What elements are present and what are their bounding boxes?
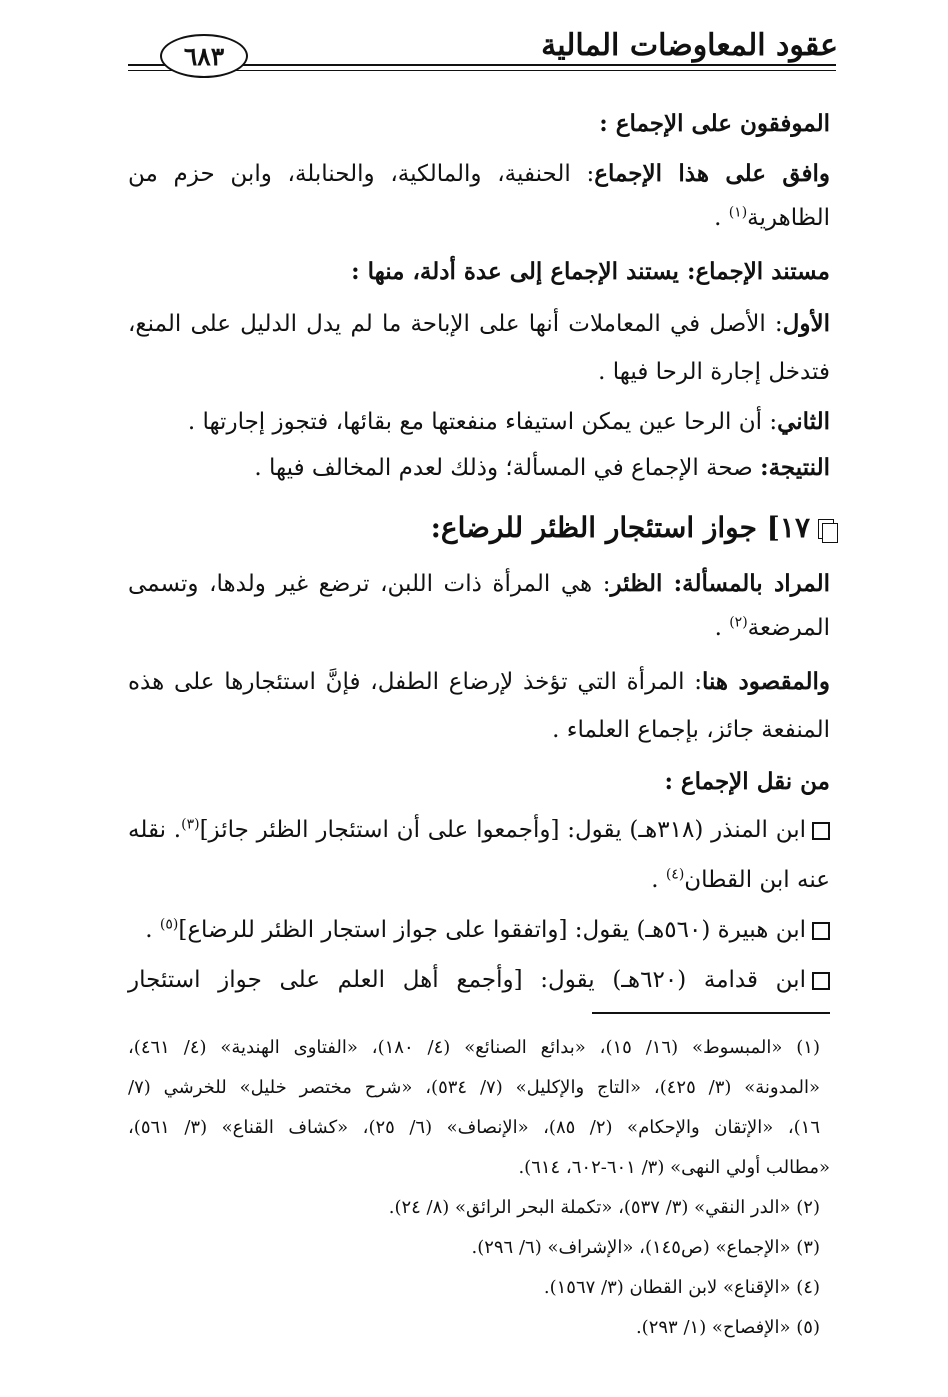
text-line — [254, 452, 830, 484]
line-text: عنه ابن القطان — [684, 867, 830, 893]
footnote-ref[interactable]: (٤) — [665, 866, 685, 883]
line-text: ابن قدامة (٦٢٠هـ) يقول: [وأجمع أهل العلم على جواز استئجار — [128, 967, 806, 993]
line-text: : المرأة التي تؤخذ لإرضاع الطفل، فإنَّ استئجارها على هذه — [128, 669, 702, 695]
text-line — [552, 714, 830, 746]
document-icon — [818, 519, 836, 541]
footnote-line: (٢) «الدر النقي» (٣/ ٥٣٧)، «تكملة البحر الرائق» (٨/ ٢٤). — [388, 1197, 820, 1218]
line-tail: . — [714, 205, 729, 231]
line-text: : الحنفية، والمالكية، والحنابلة، وابن حزم من — [128, 161, 595, 187]
page-number: ٦٨٣ — [183, 41, 225, 71]
line-text: : هي المرأة ذات اللبن، ترضع غير ولدها، وتسمى — [128, 571, 611, 597]
text-line — [714, 202, 830, 234]
text-line — [715, 612, 830, 644]
footnote-ref[interactable]: (٢) — [729, 614, 748, 631]
quote-line — [128, 964, 830, 996]
line-text: فتدخل إجارة الرحا فيها . — [598, 359, 830, 385]
text-line — [188, 406, 830, 438]
text-line — [651, 864, 830, 896]
text-line — [128, 568, 830, 600]
footnote-line: ١٦)، «الإتقان والإحكام» (٢/ ٨٥)، «الإنصاف» (٦/ ٢٥)، «كشاف القناع» (٣/ ٥٦١)، — [128, 1117, 820, 1138]
line-tail: . نقله — [128, 817, 182, 843]
running-header-title: عقود المعاوضات المالية — [541, 28, 838, 63]
bold-lead: الموفقون على الإجماع : — [599, 110, 830, 137]
bold-lead: وافق على هذا الإجماع — [594, 160, 830, 187]
page-number-badge — [160, 34, 248, 78]
line-text: : أن الرحا عين يمكن استيفاء منفعتها مع بقائها، فتجوز إجارتها . — [187, 409, 778, 435]
footnote-line: (٥) «الإفصاح» (١/ ٢٩٣). — [635, 1317, 820, 1338]
checkbox-bullet-icon — [812, 822, 830, 840]
line-text: ابن المنذر (٣١٨هـ) يقول: [وأجمعوا على أن استئجار الظئر جائز] — [199, 817, 807, 843]
text-line — [128, 158, 830, 190]
footnote-ref[interactable]: (١) — [728, 204, 748, 221]
paragraph-heading-transmitters — [664, 766, 830, 798]
section-number: ١٧] — [766, 511, 810, 544]
text-line — [128, 308, 830, 340]
footnote-line: «مطالب أولي النهى» (٣/ ٦٠١-٦٠٢، ٦١٤). — [518, 1157, 830, 1178]
footnote-ref[interactable]: (٥) — [159, 916, 179, 933]
footnote-ref[interactable]: (٣) — [181, 816, 200, 833]
footnote-line: (٣) «الإجماع» (ص١٤٥)، «الإشراف» (٦/ ٢٩٦). — [471, 1237, 820, 1258]
footnote-line: (١) «المبسوط» (١٦/ ١٥)، «بدائع الصنائع» (٤/ ١٨٠)، «الفتاوى الهندية» (٤/ ٤٦١)، — [128, 1037, 820, 1058]
line-text: المرضعة — [747, 615, 830, 641]
section-title: جواز استئجار الظئر للرضاع: — [430, 511, 767, 544]
bold-lead: الثاني — [777, 408, 830, 435]
line-tail: . — [651, 867, 666, 893]
footnote-line: «المدونة» (٣/ ٤٢٥)، «التاج والإكليل» (٧/ ٥٣٤)، «شرح مختصر خليل» للخرشي (٧/ — [128, 1077, 820, 1098]
paragraph-heading-basis — [351, 256, 830, 288]
bold-lead: النتيجة: — [760, 454, 830, 481]
text-line — [128, 666, 830, 698]
line-text: : الأصل في المعاملات أنها على الإباحة ما لم يدل الدليل على المنع، — [128, 311, 783, 337]
line-text: ابن هبيرة (٥٦٠هـ) يقول: [واتفقوا على جواز استجار الظئر للرضاع] — [178, 917, 806, 943]
line-text: المنفعة جائز، بإجماع العلماء . — [552, 717, 830, 743]
checkbox-bullet-icon — [812, 922, 830, 940]
quote-line — [145, 914, 830, 946]
line-tail: . — [714, 615, 730, 641]
text-line — [598, 356, 830, 388]
checkbox-bullet-icon — [812, 972, 830, 990]
bold-lead: مستند الإجماع: يستند الإجماع إلى عدة أدلة، منها : — [351, 258, 830, 285]
bold-lead: الأول — [782, 310, 830, 337]
line-text: صحة الإجماع في المسألة؛ وذلك لعدم المخالف فيها . — [254, 455, 761, 481]
quote-line — [128, 814, 830, 846]
paragraph-heading-agreeing — [599, 108, 830, 140]
line-text: الظاهرية — [747, 205, 830, 231]
bold-lead: والمقصود هنا — [701, 668, 831, 695]
line-tail: . — [145, 917, 160, 943]
footnote-separator — [592, 1012, 830, 1014]
bold-lead: من نقل الإجماع : — [664, 768, 830, 795]
bold-lead: المراد بالمسألة: الظئر — [610, 570, 831, 597]
section-heading — [431, 512, 836, 544]
footnote-line: (٤) «الإقناع» لابن القطان (٣/ ١٥٦٧). — [543, 1277, 820, 1298]
